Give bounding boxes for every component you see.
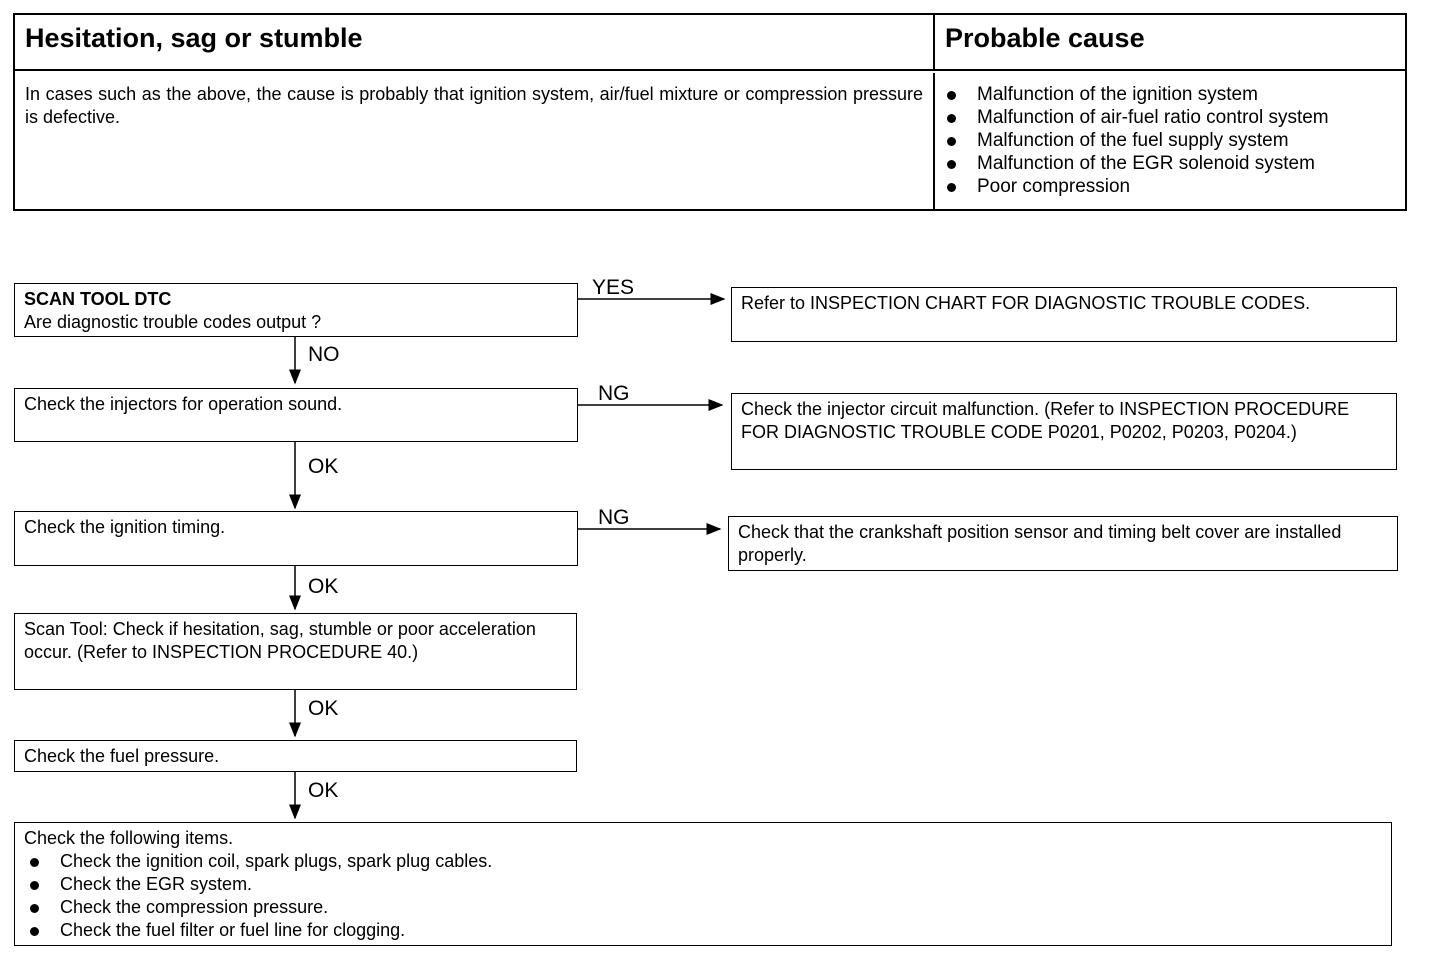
final-check-item: Check the fuel filter or fuel line for clogging.: [24, 919, 1382, 942]
ng-label-injector: NG: [598, 382, 630, 405]
injector-sound-check-text: Check the injectors for operation sound.: [24, 394, 343, 414]
final-check-item: Check the compression pressure.: [24, 896, 1382, 919]
injector-sound-check-box: [14, 388, 578, 442]
scan-tool-hesitation-box: [14, 613, 577, 690]
ok-label-hesitation: OK: [308, 697, 339, 720]
cause-item: Malfunction of the fuel supply system: [941, 129, 1399, 152]
ng-label-timing: NG: [598, 506, 630, 529]
ok-label-injector: OK: [308, 455, 339, 478]
dtc-chart-reference-text: Refer to INSPECTION CHART FOR DIAGNOSTIC TROUBLE CODES.: [741, 293, 1311, 313]
final-check-item: Check the ignition coil, spark plugs, spark plug cables.: [24, 850, 1382, 873]
cause-item: Poor compression: [941, 175, 1399, 198]
yes-label: YES: [592, 276, 635, 299]
ignition-timing-check-box: [14, 511, 578, 566]
crankshaft-sensor-box: [728, 516, 1398, 571]
cause-item: Malfunction of air-fuel ratio control system: [941, 106, 1399, 129]
final-check-heading: Check the following items.: [24, 828, 234, 848]
ignition-timing-check-text: Check the ignition timing.: [24, 517, 226, 537]
scan-tool-dtc-box: [14, 283, 578, 337]
scan-tool-dtc-title: SCAN TOOL DTC: [24, 289, 172, 309]
injector-circuit-text: Check the injector circuit malfunction. (Refer to INSPECTION PROCEDURE FOR DIAGNOSTIC TROUBLE CODE P0201, P0202, P0203, P0204.): [741, 399, 1350, 442]
probable-cause-heading: Probable cause: [935, 15, 1405, 71]
injector-circuit-box: [731, 393, 1397, 470]
cause-item: Malfunction of the ignition system: [941, 83, 1399, 106]
final-check-items-box: [14, 822, 1392, 946]
no-label: NO: [308, 343, 340, 366]
fuel-pressure-check-box: [14, 740, 577, 772]
cause-item: Malfunction of the EGR solenoid system: [941, 152, 1399, 175]
scan-tool-hesitation-text: Scan Tool: Check if hesitation, sag, stumble or poor acceleration occur. (Refer to INSPECTION PROCEDURE 40.): [24, 619, 536, 662]
crankshaft-sensor-text: Check that the crankshaft position sensor and timing belt cover are installed properly.: [738, 522, 1342, 565]
fuel-pressure-check-text: Check the fuel pressure.: [24, 746, 220, 766]
dtc-chart-reference-box: [731, 287, 1397, 342]
ok-label-timing: OK: [308, 575, 339, 598]
scan-tool-dtc-question: Are diagnostic trouble codes output ?: [24, 312, 322, 332]
ok-label-fuel: OK: [308, 779, 339, 802]
symptom-description: In cases such as the above, the cause is probably that ignition system, air/fuel mixture or compression pressure is defective.: [15, 73, 935, 209]
symptom-heading: Hesitation, sag or stumble: [15, 15, 935, 71]
final-check-item: Check the EGR system.: [24, 873, 1382, 896]
